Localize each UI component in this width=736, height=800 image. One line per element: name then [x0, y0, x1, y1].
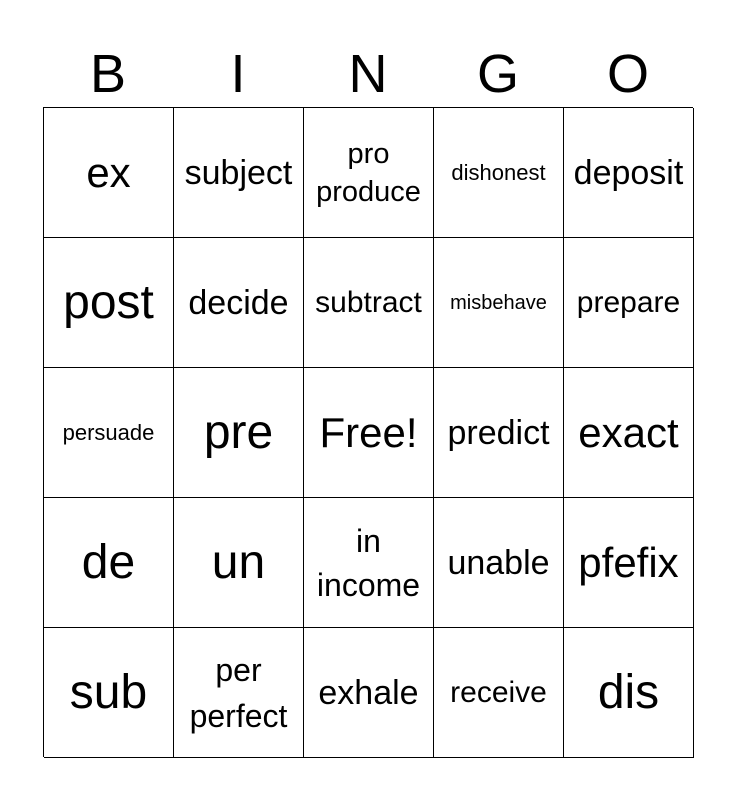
header-letter-o: O [606, 44, 649, 104]
cell-text: exhale [318, 673, 419, 712]
header-letter-n: N [348, 44, 388, 104]
header-letter-i: I [230, 44, 246, 104]
cell-text: unable [447, 543, 550, 582]
cell-text: dis [597, 665, 660, 719]
bingo-cell[interactable] [174, 368, 304, 498]
cell-text: predict [447, 413, 550, 452]
cell-text: subtract [315, 285, 422, 319]
bingo-cell[interactable] [174, 628, 304, 758]
cell-text: post [63, 275, 154, 329]
cell-text: ex [86, 148, 131, 196]
bingo-cell[interactable] [304, 108, 434, 238]
bingo-cell[interactable] [564, 238, 694, 368]
cell-text: dishonest [451, 159, 546, 185]
bingo-cell-free[interactable] [304, 368, 434, 498]
header-letter-g: G [476, 44, 519, 104]
cell-text: deposit [573, 153, 684, 192]
cell-text: exact [578, 408, 679, 456]
bingo-cell[interactable] [174, 238, 304, 368]
bingo-cell[interactable] [434, 238, 564, 368]
bingo-cell[interactable] [434, 368, 564, 498]
cell-text: un [211, 535, 266, 589]
cell-text: decide [188, 283, 289, 322]
cell-text: in income [316, 522, 421, 603]
bingo-cell[interactable] [44, 498, 174, 628]
bingo-cell[interactable] [564, 498, 694, 628]
bingo-cell[interactable] [44, 238, 174, 368]
bingo-cell[interactable] [434, 628, 564, 758]
bingo-cell[interactable] [174, 498, 304, 628]
header-letter-b: B [89, 44, 127, 104]
cell-text: subject [184, 153, 293, 192]
cell-text: persuade [62, 419, 155, 445]
cell-text: pfefix [578, 538, 679, 586]
bingo-header [43, 40, 693, 108]
cell-text: pre [203, 405, 274, 459]
cell-text: per perfect [189, 651, 288, 734]
cell-text: Free! [319, 408, 418, 456]
bingo-cell[interactable] [434, 498, 564, 628]
bingo-cell[interactable] [304, 498, 434, 628]
bingo-cell[interactable] [44, 368, 174, 498]
bingo-cell[interactable] [44, 628, 174, 758]
bingo-cell[interactable] [434, 108, 564, 238]
bingo-cell[interactable] [564, 368, 694, 498]
bingo-cell[interactable] [304, 628, 434, 758]
cell-text: misbehave [450, 291, 547, 314]
bingo-cell[interactable] [304, 238, 434, 368]
cell-text: prepare [576, 285, 681, 319]
cell-text: de [81, 535, 136, 589]
bingo-cell[interactable] [44, 108, 174, 238]
bingo-cell[interactable] [564, 628, 694, 758]
bingo-board [43, 107, 693, 757]
cell-text: pro produce [316, 137, 421, 208]
cell-text: receive [450, 675, 547, 709]
cell-text: sub [69, 665, 148, 719]
bingo-cell[interactable] [564, 108, 694, 238]
bingo-cell[interactable] [174, 108, 304, 238]
